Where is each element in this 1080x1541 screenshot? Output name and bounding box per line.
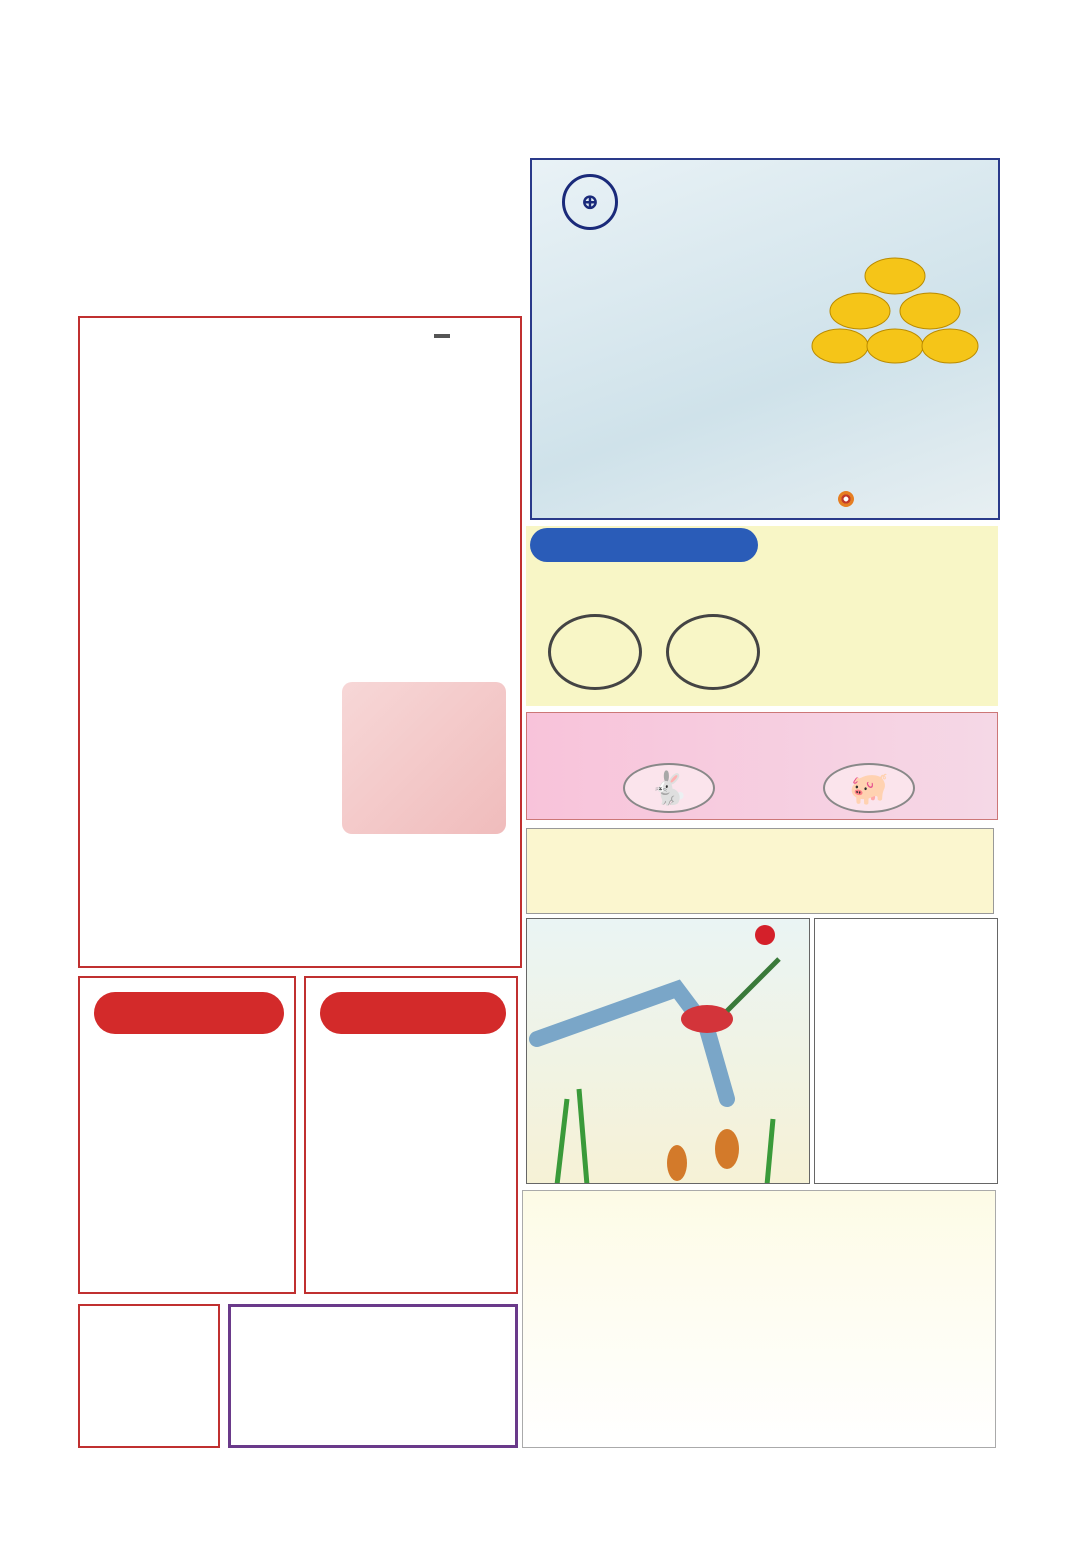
meeting-panel [78, 316, 522, 968]
meeting-tag [434, 334, 450, 338]
flower-icon [838, 491, 854, 507]
lucky-zodiac-panel [526, 712, 998, 820]
prediction-title [94, 992, 284, 1034]
pig-icon: 🐖 [823, 763, 915, 813]
bird-body [681, 1005, 733, 1033]
gold-ingot [830, 293, 890, 329]
bird-branch-illustration [527, 919, 810, 1184]
leaf [667, 1145, 687, 1181]
gold-ingot [867, 329, 923, 363]
zodiac-poem-title [320, 992, 506, 1034]
special-panel [526, 526, 998, 706]
branch [537, 989, 727, 1099]
weak-strong-table-panel [100, 160, 518, 310]
top-border [30, 122, 1040, 150]
special-parity [666, 614, 760, 690]
masthead-brand [838, 490, 854, 507]
gold-ingot [812, 329, 868, 363]
gold-formula-panel [228, 1304, 518, 1448]
red-berry [755, 925, 775, 945]
gold-ingot [922, 329, 978, 363]
bird-tail [727, 959, 779, 1011]
left-border [30, 150, 58, 1450]
hkjc-logo-icon: ⊕ [562, 174, 618, 230]
zodiac-poem-panel [304, 976, 518, 1294]
prediction-panel [78, 976, 296, 1294]
number-row-panel [526, 828, 994, 914]
secret-map-box [342, 682, 506, 834]
right-border [1012, 150, 1040, 1450]
one-word-panel [814, 918, 998, 1184]
counts-panel [78, 1304, 220, 1448]
rabbit-icon: 🐇 [623, 763, 715, 813]
grass [557, 1089, 773, 1184]
weak-strong-table-title [100, 160, 518, 192]
almanac-panel [522, 1190, 996, 1448]
gold-ingot [900, 293, 960, 329]
pool-balls-icon [544, 382, 714, 512]
leaf [715, 1129, 739, 1169]
special-title [530, 528, 758, 562]
masthead [530, 158, 1000, 520]
special-size [548, 614, 642, 690]
gold-ingot [865, 258, 925, 294]
gold-ingots-icon [810, 246, 980, 376]
treasure-panel [526, 918, 810, 1184]
